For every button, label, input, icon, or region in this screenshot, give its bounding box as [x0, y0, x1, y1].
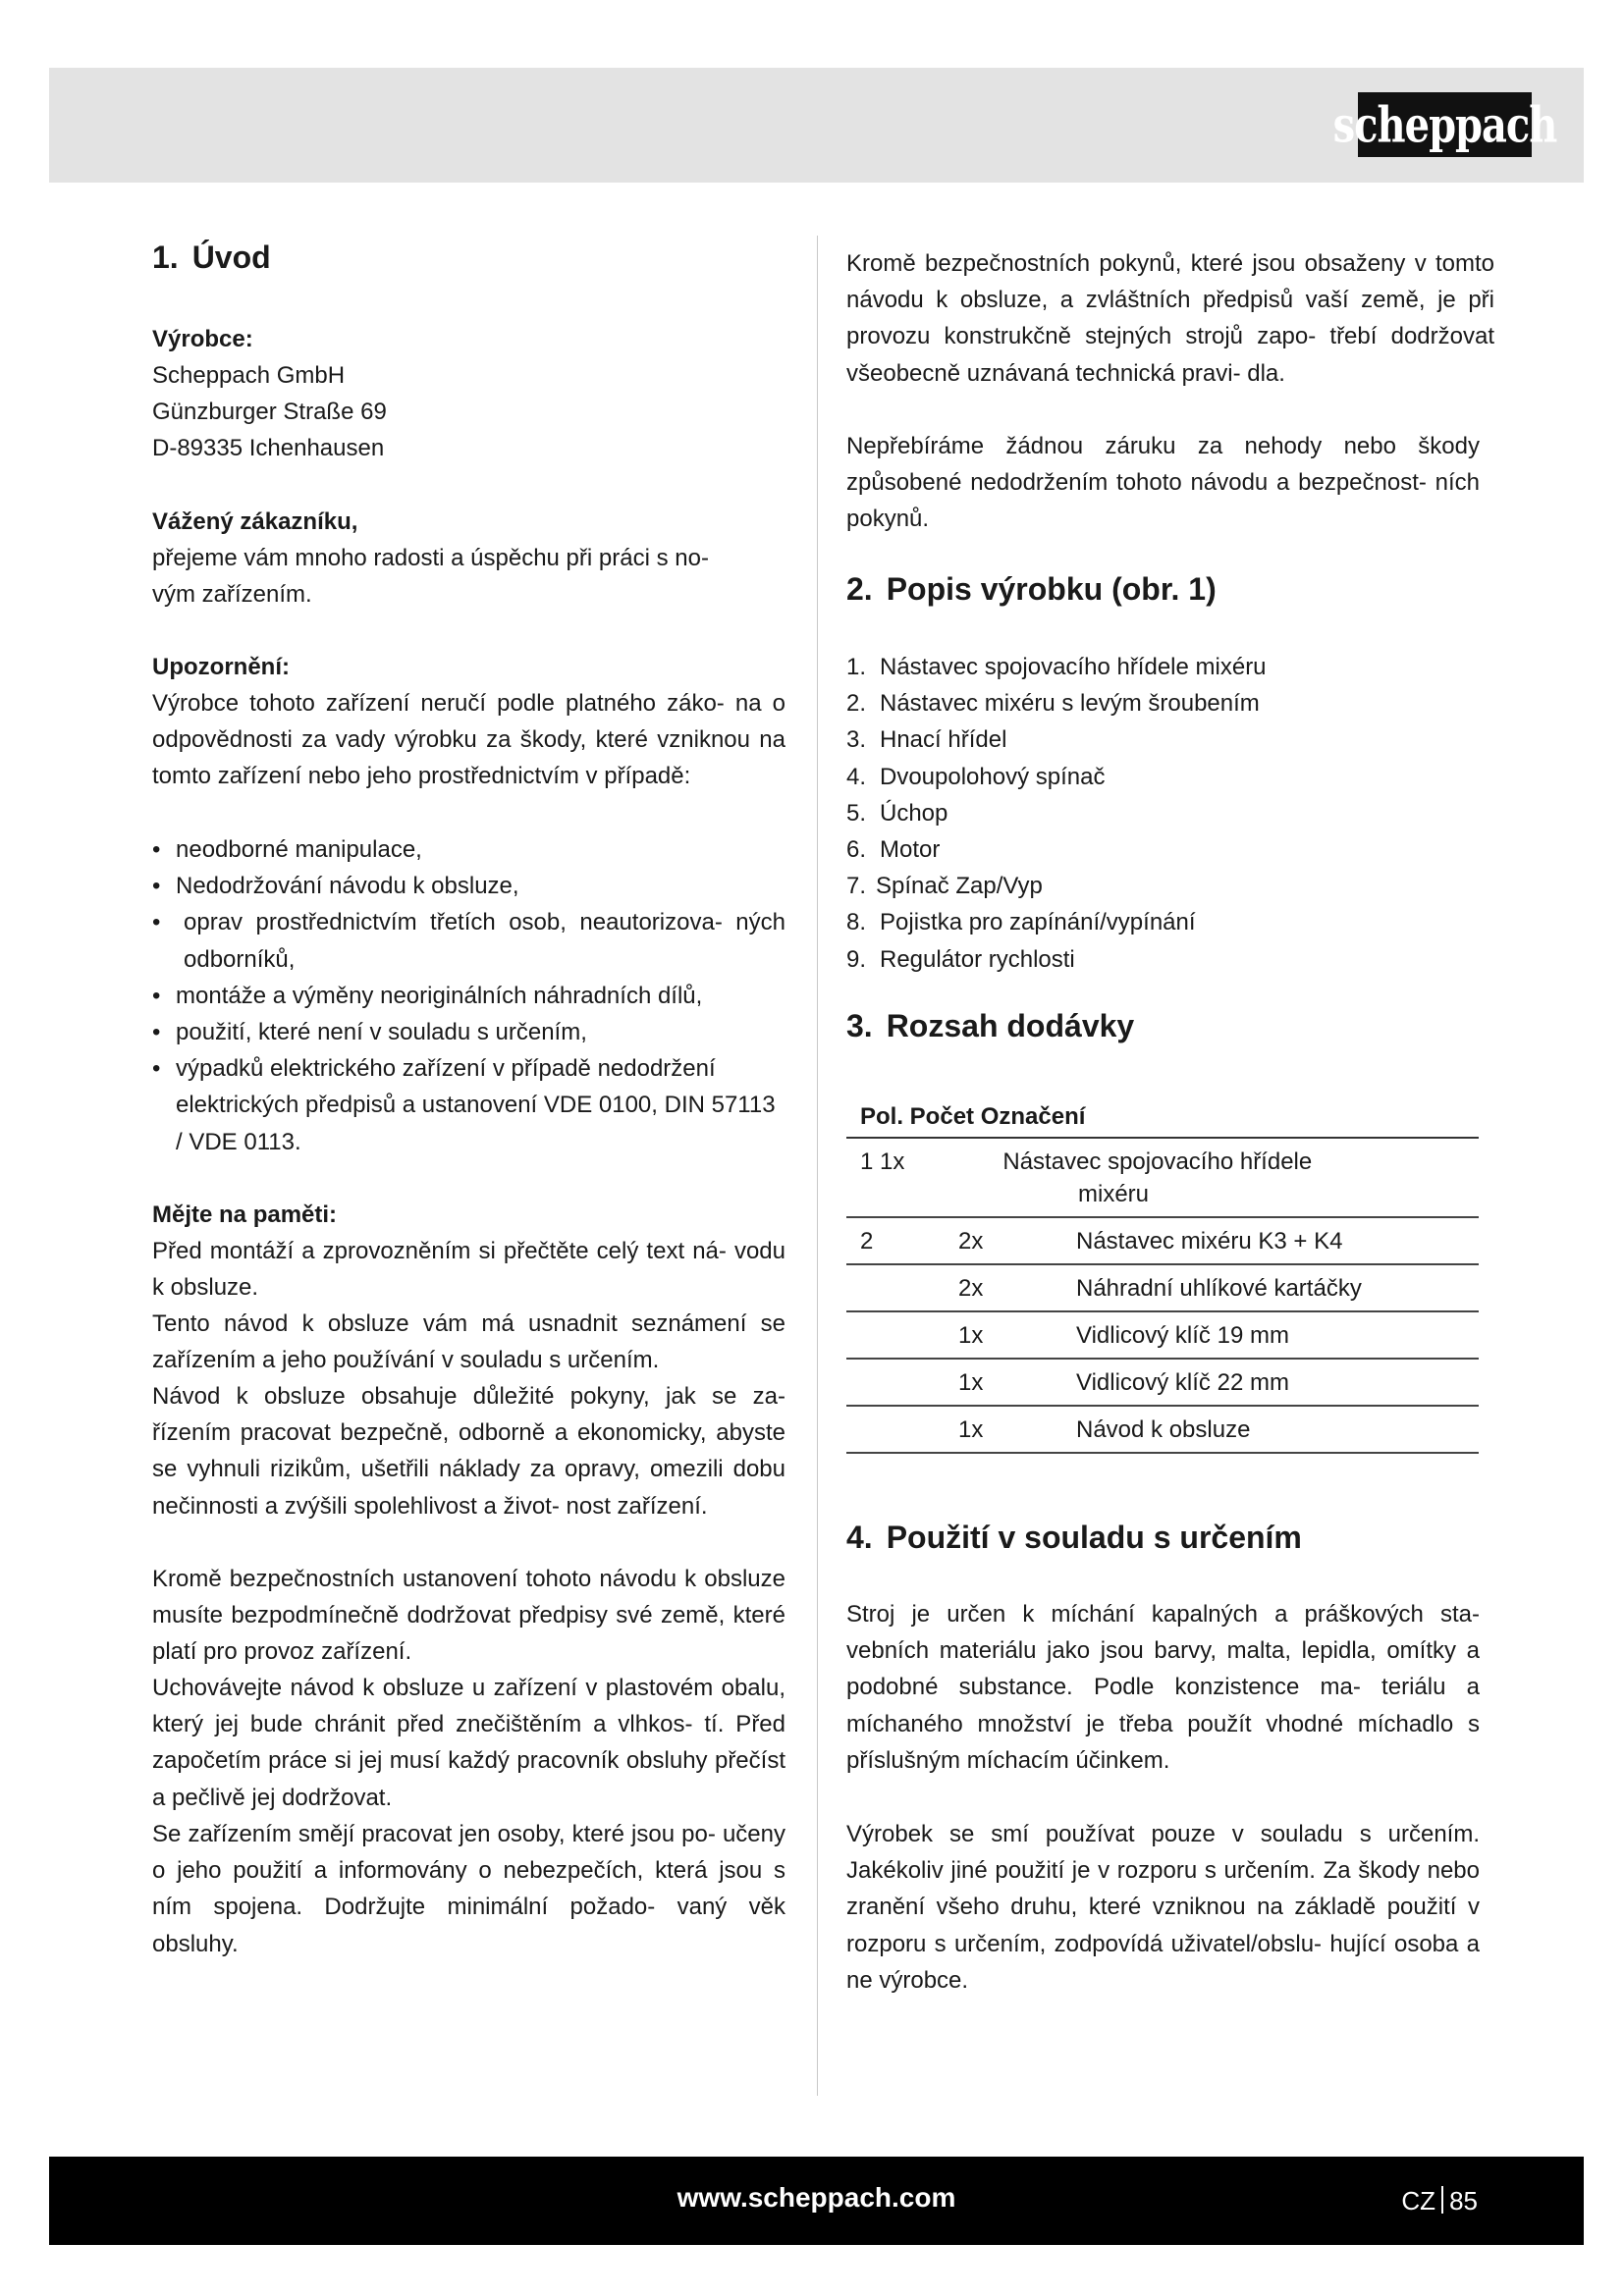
remember-label: Mějte na paměti: — [152, 1201, 338, 1228]
remember-paragraph: Návod k obsluze obsahuje důležité pokyny, jak se za- řízením pracovat bezpečně, odborně a ekonomicky, abyste se vyhnuli rizikům, ušetřili náklady za opravy, omezili dobu nečinnosti a zvýšili spolehlivost a život- nost zařízení. — [152, 1383, 785, 1520]
table-cell: 2x — [958, 1264, 1076, 1311]
footer-website-link[interactable]: www.scheppach.com — [677, 2182, 956, 2213]
list-item: 4. Dvoupolohový spínač — [846, 763, 1106, 790]
list-item: • montáže a výměny neoriginálních náhradních dílů, — [152, 978, 785, 1014]
table-row — [846, 1406, 1479, 1453]
section-3-heading: 3. Rozsah dodávky — [846, 1008, 1135, 1043]
remember-paragraph: Kromě bezpečnostních ustanovení tohoto návodu k obsluze musíte bezpodmínečně dodržovat předpisy své země, které platí pro provoz zařízení. — [152, 1566, 785, 1666]
table-cell — [846, 1311, 958, 1359]
list-item: 1. Nástavec spojovacího hřídele mixéru — [846, 654, 1267, 680]
table-row — [846, 1359, 1479, 1406]
product-parts-list — [846, 649, 1267, 978]
intended-use-paragraph: Stroj je určen k míchání kapalných a práškových sta- vebních materiálu jako jsou barvy, malta, lepidla, omítky a podobné substance. Podle konzistence ma- teriálu a míchaného množství je třeba použít vhodné míchadlo s příslušným míchacím účinkem. — [846, 1601, 1480, 1774]
table-cell: 2x — [958, 1217, 1076, 1264]
remember-paragraph: Se zařízením smějí pracovat jen osoby, které jsou po- učeny o jeho použití a informovány o nebezpečích, která jsou s ním spojena. Dodržujte minimální požado- vaný věk obsluhy. — [152, 1821, 785, 1957]
section-1-heading: 1. Úvod — [152, 240, 271, 275]
intro-paragraph: Kromě bezpečnostních pokynů, které jsou obsaženy v tomto návodu k obsluze, a zvláštních předpisů vaší země, je při provozu konstrukčně stejných strojů zapo- třebí dodržovat všeobecně uznávaná technická pravi- dla. — [846, 250, 1494, 387]
intro-paragraph: Nepřebíráme žádnou záruku za nehody nebo škody způsobené nedodržením tohoto návodu a bezpečnost- ních pokynů. — [846, 433, 1480, 533]
notice-label: Upozornění: — [152, 654, 290, 680]
table-cell: 2 — [846, 1217, 958, 1264]
remember-paragraph: Tento návod k obsluze vám má usnadnit seznámení se zařízením a jeho používání v souladu s určením. — [152, 1310, 785, 1374]
table-row — [846, 1217, 1479, 1264]
list-item: 8. Pojistka pro zapínání/vypínání — [846, 909, 1196, 936]
list-item: 6. Motor — [846, 836, 941, 864]
list-item: 2. Nástavec mixéru s levým šroubením — [846, 690, 1260, 718]
table-cell: 1x — [958, 1311, 1076, 1359]
section-2-heading: 2. Popis výrobku (obr. 1) — [846, 571, 1217, 607]
table-cell: Návod k obsluze — [1076, 1406, 1479, 1453]
liability-exclusion-list — [152, 831, 785, 1160]
table-cell: Vidlicový klíč 22 mm — [1076, 1359, 1479, 1406]
table-cell: 1x — [958, 1406, 1076, 1453]
list-item: • oprav prostřednictvím třetích osob, neautorizova- ných odborníků, — [152, 904, 785, 977]
notice-text: Výrobce tohoto zařízení neručí podle platného záko- na o odpovědnosti za vady výrobku za škody, které vzniknou na tomto zařízení nebo jeho prostřednictvím v případě: — [152, 690, 785, 790]
table-header-row — [846, 1099, 1479, 1138]
table-row — [846, 1264, 1479, 1311]
dear-customer-text: přejeme vám mnoho radosti a úspěchu při práci s no- vým zařízením. — [152, 545, 709, 609]
remember-paragraph: Před montáží a zprovozněním si přečtěte celý text ná- vodu k obsluze. — [152, 1238, 785, 1302]
table-cell: Náhradní uhlíkové kartáčky — [1076, 1264, 1479, 1311]
list-item: 3. Hnací hřídel — [846, 726, 1007, 754]
manufacturer-address: Scheppach GmbH Günzburger Straße 69 D-89335 Ichenhausen — [152, 362, 387, 462]
page-number: CZ 85 — [1401, 2186, 1478, 2216]
column-divider — [817, 236, 818, 2096]
remember-paragraph: Uchovávejte návod k obsluze u zařízení v plastovém obalu, který jej bude chránit před znečištěním a vlhkos- tí. Před započetím práce si jej musí každý pracovník obsluhy přečíst a pečlivě jej dodržovat. — [152, 1675, 785, 1811]
list-item: • použití, které není v souladu s určením, — [152, 1014, 785, 1050]
dear-customer-label: Vážený zákazníku, — [152, 508, 358, 535]
table-row — [846, 1311, 1479, 1359]
table-cell — [846, 1264, 958, 1311]
table-cell: Nástavec mixéru K3 + K4 — [1076, 1217, 1479, 1264]
list-item: 7. Spínač Zap/Vyp — [846, 873, 1043, 900]
table-row — [846, 1138, 1479, 1217]
delivery-table — [846, 1099, 1479, 1454]
list-item: 9. Regulátor rychlosti — [846, 945, 1075, 973]
table-cell — [846, 1406, 958, 1453]
list-item: • Nedodržování návodu k obsluze, — [152, 868, 785, 904]
manufacturer-label: Výrobce: — [152, 326, 253, 352]
list-item: • neodborné manipulace, — [152, 831, 785, 868]
table-cell: Vidlicový klíč 19 mm — [1076, 1311, 1479, 1359]
table-cell: 1x — [958, 1359, 1076, 1406]
section-4-heading: 4. Použití v souladu s určením — [846, 1520, 1302, 1555]
footer-bar — [49, 2157, 1584, 2245]
table-header: Pol. Počet Označení — [846, 1099, 1479, 1138]
table-cell: 1 1x Nástavec spojovacího hřídele mixéru — [846, 1138, 1479, 1217]
list-item: • výpadků elektrického zařízení v případě nedodržení elektrických předpisů a ustanovení VDE 0100, DIN 57113 / VDE 0113. — [152, 1050, 785, 1160]
list-item: 5. Úchop — [846, 799, 948, 827]
scheppach-logo: scheppach — [1358, 92, 1532, 157]
intended-use-paragraph: Výrobek se smí používat pouze v souladu s určením. Jakékoliv jiné použití je v rozporu s určením. Za škody nebo zranění všeho druhu, které vzniknou na základě použití v rozporu s určením, zodpovídá uživatel/obslu- hující osoba a ne výrobce. — [846, 1821, 1480, 1994]
table-cell — [846, 1359, 958, 1406]
